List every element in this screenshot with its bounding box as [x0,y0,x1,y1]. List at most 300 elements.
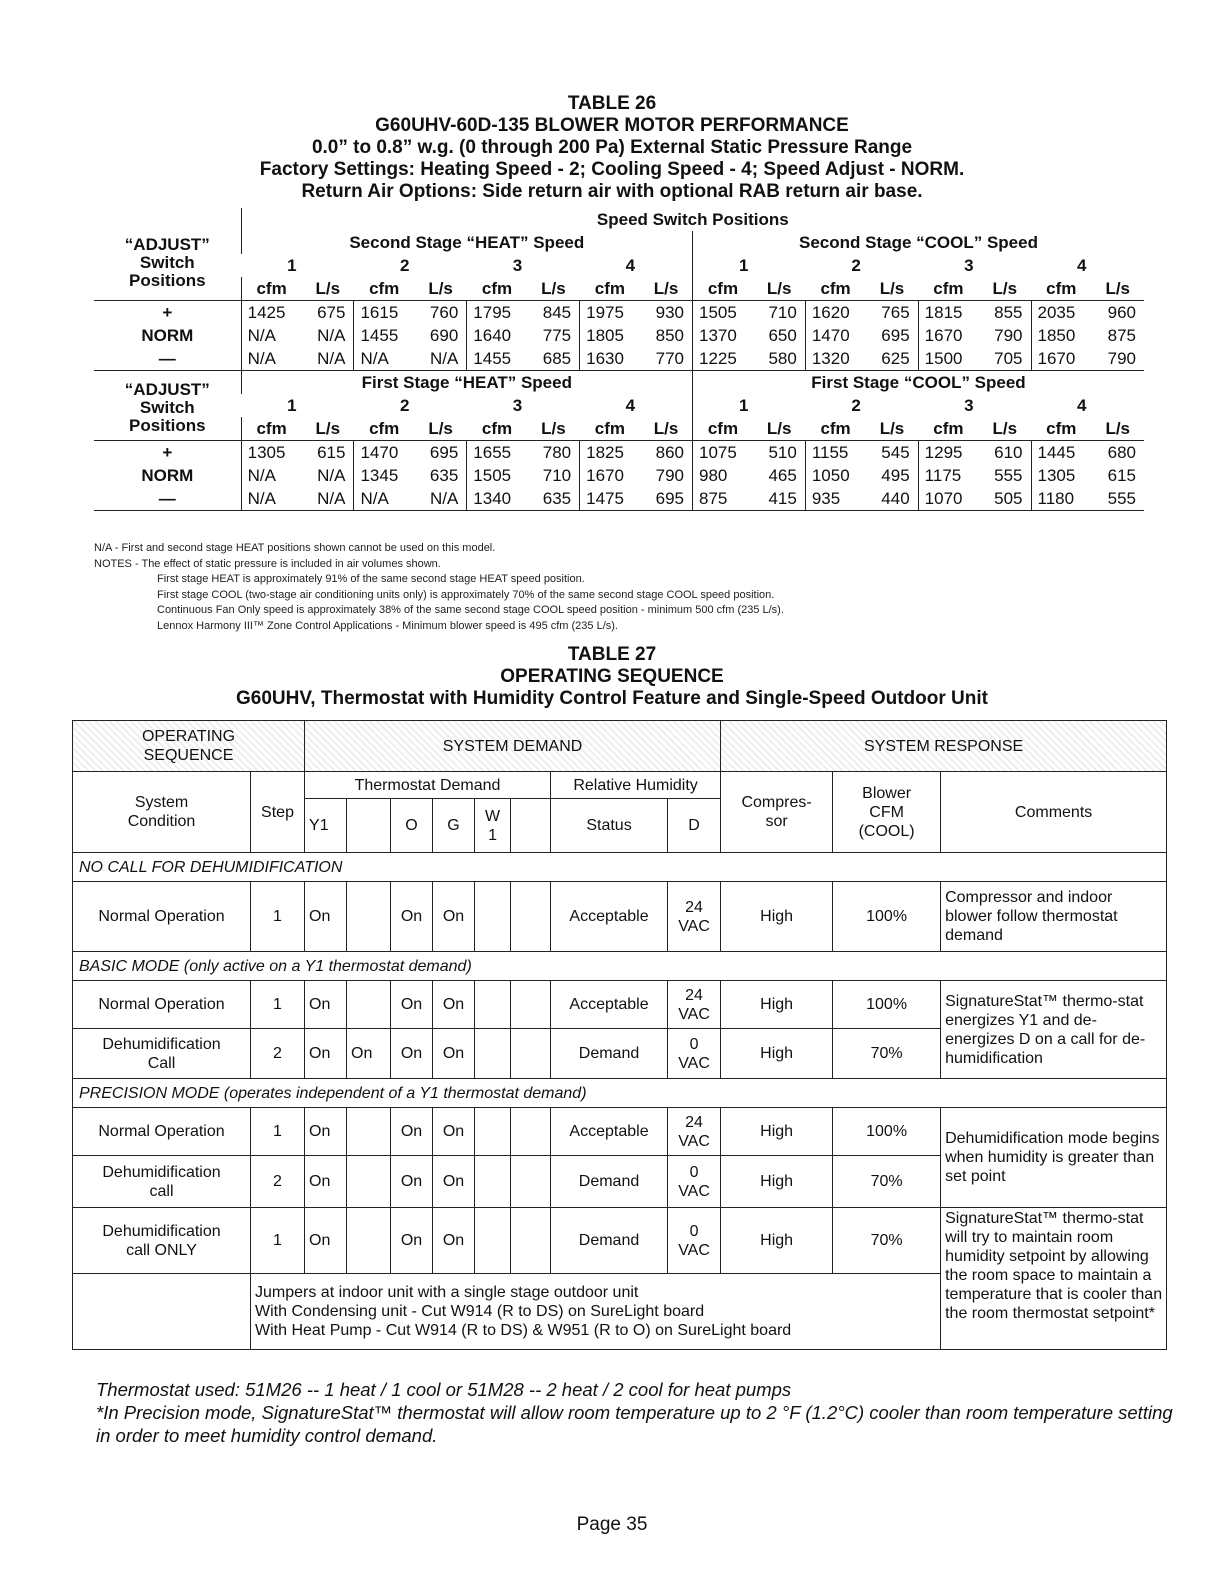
footer-line: Thermostat used: 51M26 -- 1 heat / 1 cool or 51M28 -- 2 heat / 2 cool for heat pumps [96,1379,792,1400]
y1-b [347,1208,391,1274]
cfm-value: 1670 [580,464,640,487]
cfm-value: 1050 [805,464,865,487]
system-response-header: SYSTEM RESPONSE [721,721,1167,772]
cfm-value: 1630 [580,347,640,371]
unit-cfm: cfm [241,417,301,441]
ls-value: 695 [429,443,459,462]
adjust-switch-header [94,208,241,301]
ls-value: N/A [414,347,466,371]
unit-ls: L/s [753,277,805,301]
y1-b [347,1156,391,1208]
performance-row [94,464,1144,487]
hdr-line: (COOL) [858,822,915,840]
unit-cfm: cfm [918,277,978,301]
section-precision: PRECISION MODE (operates independent of a Y1 thermostat demand) [73,1079,1167,1108]
performance-row [94,487,1144,511]
ls-value: 510 [768,443,797,462]
cfm-value: 1655 [467,441,527,465]
col-y1-blank [347,799,391,853]
cfm-value: 1470 [354,441,414,465]
cond-line: Dehumidification [102,1035,221,1053]
stage-header-heat: First Stage “HEAT” Speed [241,371,692,395]
ls-value: 775 [542,326,572,345]
cfm-value: 1455 [354,324,414,347]
speed-number: 1 [692,254,805,277]
d [668,1156,721,1208]
cfm-value: 980 [692,464,752,487]
unit-ls: L/s [527,417,579,441]
cond-line: Call [147,1054,176,1072]
blower-cfm: 100% [833,1108,941,1156]
unit-cfm: cfm [1031,277,1091,301]
blower-cfm: 100% [833,981,941,1029]
col-comments: Comments [941,772,1167,853]
w1 [475,882,511,952]
note-line: NOTES - The effect of static pressure is included in air volumes shown. [94,557,441,570]
cfm-value: 1305 [241,441,301,465]
cfm-value: 1670 [1031,347,1091,371]
compressor: High [721,1108,833,1156]
y1: On [305,882,347,952]
seq-row [73,1208,1167,1274]
d-line: VAC [678,1182,710,1200]
comments: Dehumidification mode begins when humidity is greater than set point [941,1108,1167,1208]
ls-value: 695 [881,326,910,345]
cfm-value: 1425 [241,301,301,325]
unit-cfm: cfm [580,417,640,441]
ls-value: 790 [994,326,1023,345]
section-basic: BASIC MODE (only active on a Y1 thermostat demand) [73,952,1167,981]
ls-value: 860 [655,443,684,462]
step: 2 [251,1029,305,1079]
col-o: O [391,799,433,853]
seq-row [73,981,1167,1029]
cfm-value: 1475 [580,487,640,511]
cfm-value: 1175 [918,464,978,487]
adjust-header-line: Positions [129,271,206,290]
cfm-value: 875 [692,487,752,511]
step: 1 [251,882,305,952]
col-blower-cfm [833,772,941,853]
ls-value: 505 [979,487,1031,511]
hdr-line: sor [765,813,788,830]
compressor: High [721,981,833,1029]
speed-number: 2 [399,256,410,275]
ls-value: 790 [1091,347,1144,371]
note-line: Continuous Fan Only speed is approximately 38% of the same second stage COOL speed position - minimum 500 cfm (235 L/s). [157,604,784,616]
speed-number: 3 [964,396,974,415]
g: On [433,1156,475,1208]
y1: On [305,981,347,1029]
d-line: 24 [685,1113,703,1131]
w1 [475,981,511,1029]
unit-cfm: cfm [1031,417,1091,441]
w1 [475,1108,511,1156]
ls-value: 930 [655,303,684,322]
col-status: Status [551,799,668,853]
step: 1 [251,1108,305,1156]
system-condition [73,1156,251,1208]
ls-value: 625 [866,347,918,371]
o: On [391,1208,433,1274]
ls-value: 680 [1107,443,1136,462]
col-w-blank [511,799,551,853]
cfm-value: 1500 [918,347,978,371]
unit-ls: L/s [979,417,1031,441]
jumper-line: With Heat Pump - Cut W914 (R to DS) & W951 (R to O) on SureLight board [255,1322,792,1339]
speed-number: 3 [512,256,523,275]
ls-value: 675 [317,303,346,322]
footer-line: *In Precision mode, SignatureStat™ thermostat will allow room temperature up to 2 °F (1.2°C) cooler than room temperature setting in order to meet humidity control demand. [96,1402,1173,1446]
blower-performance-table [94,208,1144,511]
cfm-value: 1795 [467,301,527,325]
ls-value: 580 [753,347,805,371]
d [668,1108,721,1156]
cfm-value: 1295 [918,441,978,465]
adjust-header-line: “ADJUST” [124,235,210,254]
table26-title-line: 0.0” to 0.8” w.g. (0 through 200 Pa) External Static Pressure Range [311,137,913,158]
ls-value: 705 [979,347,1031,371]
comments: SignatureStat™ thermo-stat energizes Y1 and de-energizes D on a call for de-humidification [941,981,1167,1079]
jumpers-note [251,1274,941,1350]
d-line: VAC [678,1005,710,1023]
cond-line: Dehumidification [102,1163,221,1181]
blower-cfm: 100% [833,882,941,952]
ls-value: 635 [527,487,579,511]
note-line: First stage HEAT is approximately 91% of the same second stage HEAT speed position. [157,573,585,585]
table26-title-line: Factory Settings: Heating Speed - 2; Cooling Speed - 4; Speed Adjust - NORM. [259,159,965,180]
cfm-value: 1470 [805,324,865,347]
hdr-line: 1 [488,826,497,844]
ls-value: 710 [768,303,797,322]
blower-cfm: 70% [833,1156,941,1208]
jumper-line: Jumpers at indoor unit with a single stage outdoor unit [255,1284,639,1301]
op-seq-line: SEQUENCE [143,747,234,764]
d-line: VAC [678,1054,710,1072]
unit-cfm: cfm [467,417,527,441]
cond-line: Dehumidification [102,1222,221,1240]
d-line: VAC [678,1132,710,1150]
g: On [433,1029,475,1079]
ls-value: 615 [1107,466,1136,485]
seq-row [73,882,1167,952]
adjust-value: — [94,347,241,371]
y1-b: On [347,1029,391,1079]
cond-line: call ONLY [126,1241,197,1259]
ls-value: 790 [655,466,684,485]
y1: On [305,1208,347,1274]
speed-number: 4 [625,396,636,415]
cfm-value: 1445 [1031,441,1091,465]
compressor: High [721,1029,833,1079]
blower-cfm: 70% [833,1208,941,1274]
adjust-header-line: Positions [129,415,206,435]
step: 1 [251,1208,305,1274]
unit-ls: L/s [302,277,354,301]
cfm-value: 1620 [805,301,865,325]
o: On [391,1029,433,1079]
compressor: High [721,1208,833,1274]
col-w1 [475,799,511,853]
table27-title-line: OPERATING SEQUENCE [500,666,724,687]
unit-ls: L/s [1091,277,1144,301]
y1-b [347,882,391,952]
unit-cfm: cfm [354,417,414,441]
w-blank [511,1156,551,1208]
table27-title-line: G60UHV, Thermostat with Humidity Control Feature and Single-Speed Outdoor Unit [236,688,988,709]
cfm-value: 2035 [1031,301,1091,325]
y1-b [347,1108,391,1156]
ls-value: 555 [994,466,1023,485]
unit-cfm: cfm [354,277,414,301]
col-relative-humidity: Relative Humidity [551,772,721,799]
ls-value: N/A [302,347,354,371]
unit-cfm: cfm [692,417,752,441]
y1-b [347,981,391,1029]
cfm-value: 1075 [692,441,752,465]
speed-number: 1 [287,256,297,275]
d-line: 24 [685,898,703,916]
unit-cfm: cfm [467,277,527,301]
ls-value: 765 [881,303,910,322]
table26-title-line: TABLE 26 [567,93,657,114]
cfm-value: 1340 [467,487,527,511]
ls-value: N/A [317,466,346,485]
performance-row [94,347,1144,371]
d [668,882,721,952]
table27-title-line: TABLE 27 [567,644,657,665]
speed-switch-positions: Speed Switch Positions [241,208,1144,231]
cond-line: call [149,1182,174,1200]
note-line: First stage COOL (two-stage air conditioning units only) is approximately 70% of the same second stage COOL speed position. [157,588,775,601]
d [668,1029,721,1079]
ls-value: 635 [429,466,459,485]
speed-number: 1 [287,396,297,415]
col-system-condition [73,772,251,853]
table27-title [0,644,1224,710]
hdr-line: W [484,807,501,825]
adjust-value: NORM [141,466,194,485]
status: Demand [551,1208,668,1274]
compressor: High [721,1156,833,1208]
adjust-value: NORM [141,326,194,345]
speed-number: 4 [625,256,636,275]
jumper-line: With Condensing unit - Cut W914 (R to DS) on SureLight board [255,1303,705,1320]
performance-row [94,324,1144,347]
speed-number: 4 [1077,396,1087,415]
unit-cfm: cfm [805,277,865,301]
table26-title-line: Return Air Options: Side return air with optional RAB return air base. [301,181,923,202]
unit-ls: L/s [866,277,918,301]
system-condition: Normal Operation [73,1108,251,1156]
table27-footer [96,1378,1186,1447]
g: On [433,882,475,952]
cfm-value: N/A [354,487,414,511]
system-condition: Normal Operation [73,882,251,952]
unit-ls: L/s [302,417,354,441]
system-demand-header: SYSTEM DEMAND [305,721,721,772]
system-condition: Normal Operation [73,981,251,1029]
unit-ls: L/s [640,277,692,301]
w-blank [511,1108,551,1156]
speed-number: 3 [512,396,523,415]
ls-value: N/A [302,487,354,511]
g: On [433,1108,475,1156]
ls-value: 545 [881,443,910,462]
adjust-value: + [162,303,173,322]
cfm-value: 1345 [354,464,414,487]
step: 1 [251,981,305,1029]
y1: On [305,1029,347,1079]
ls-value: N/A [414,487,466,511]
cfm-value: 1975 [580,301,640,325]
d-line: 0 [689,1222,699,1240]
unit-ls: L/s [414,277,466,301]
unit-cfm: cfm [580,277,640,301]
adjust-header-line: “ADJUST” [124,379,210,399]
table26-title [0,93,1224,203]
hdr-line: CFM [869,803,904,821]
adjust-header-line: Switch [139,397,195,417]
w-blank [511,981,551,1029]
ls-value: 710 [542,466,572,485]
col-step: Step [251,772,305,853]
ls-value: 440 [866,487,918,511]
unit-cfm: cfm [918,417,978,441]
unit-cfm: cfm [692,277,752,301]
g: On [433,981,475,1029]
adjust-value: — [94,487,241,511]
ls-value: 850 [655,326,684,345]
ls-value: 960 [1107,303,1136,322]
y1: On [305,1108,347,1156]
hdr-line: Condition [127,813,196,830]
cfm-value: 1825 [580,441,640,465]
cfm-value: 1180 [1031,487,1091,511]
w1 [475,1029,511,1079]
ls-value: 495 [881,466,910,485]
stage-header-heat: Second Stage “HEAT” Speed [241,231,692,254]
cfm-value: 1815 [918,301,978,325]
system-condition [73,1208,251,1274]
blower-cfm: 70% [833,1029,941,1079]
operating-sequence-header [73,721,305,772]
y1: On [305,1156,347,1208]
speed-number: 2 [399,396,410,415]
d-line: 24 [685,986,703,1004]
g: On [433,1208,475,1274]
ls-value: 555 [1091,487,1144,511]
cfm-value: 1225 [692,347,752,371]
stage-header-cool: Second Stage “COOL” Speed [692,231,1144,254]
cfm-value: 1615 [354,301,414,325]
adjust-header-line: Switch [139,253,195,272]
cfm-value: 1640 [467,324,527,347]
adjust-switch-header [94,371,241,441]
note-line: Lennox Harmony III™ Zone Control Applications - Minimum blower speed is 495 cfm (235 L/s). [157,619,618,632]
ls-value: 845 [542,303,572,322]
o: On [391,882,433,952]
performance-row [94,441,1144,465]
section-no-call: NO CALL FOR DEHUMIDIFICATION [73,853,1167,882]
unit-ls: L/s [640,417,692,441]
cfm-value: N/A [354,347,414,371]
unit-ls: L/s [1091,417,1144,441]
speed-number: 2 [851,256,861,275]
status: Demand [551,1156,668,1208]
ls-value: 615 [317,443,346,462]
comments: SignatureStat™ thermo-stat will try to maintain room humidity setpoint by allowing the room space to maintain a temperature that is cooler than the room thermostat setpoint* [941,1208,1167,1350]
col-y1: Y1 [305,799,347,853]
cfm-value: 1370 [692,324,752,347]
w-blank [511,1029,551,1079]
cfm-value: N/A [241,487,301,511]
o: On [391,981,433,1029]
cfm-value: N/A [241,347,301,371]
cfm-value: 1305 [1031,464,1091,487]
col-compressor [721,772,833,853]
d-line: 0 [689,1163,699,1181]
compressor: High [721,882,833,952]
stage-header-cool: First Stage “COOL” Speed [692,371,1144,395]
ls-value: 690 [429,326,459,345]
comments: Compressor and indoor blower follow thermostat demand [941,882,1167,952]
note-line: N/A - First and second stage HEAT positions shown cannot be used on this model. [94,542,496,554]
ls-value: 650 [768,326,797,345]
d-line: VAC [678,917,710,935]
operating-sequence-table [72,720,1167,1350]
speed-number: 2 [851,396,861,415]
ls-value: 875 [1107,326,1136,345]
speed-number: 3 [964,256,974,275]
ls-value: 415 [753,487,805,511]
hdr-line: Compres- [741,794,812,811]
ls-value: 855 [994,303,1023,322]
hdr-line: System [134,794,189,811]
ls-value: 695 [640,487,692,511]
col-d: D [668,799,721,853]
step: 2 [251,1156,305,1208]
ls-value: 685 [527,347,579,371]
w1 [475,1156,511,1208]
unit-ls: L/s [414,417,466,441]
w-blank [511,882,551,952]
cfm-value: N/A [241,324,301,347]
ls-value: 465 [768,466,797,485]
page-number: Page 35 [576,1514,648,1535]
jumpers-blank [73,1274,251,1350]
adjust-value: + [162,443,173,462]
status: Acceptable [551,1108,668,1156]
unit-ls: L/s [527,277,579,301]
unit-ls: L/s [866,417,918,441]
cfm-value: N/A [241,464,301,487]
cfm-value: 935 [805,487,865,511]
cfm-value: 1505 [692,301,752,325]
col-thermostat-demand: Thermostat Demand [305,772,551,799]
system-condition [73,1029,251,1079]
o: On [391,1156,433,1208]
seq-row [73,1108,1167,1156]
ls-value: 780 [542,443,572,462]
status: Acceptable [551,981,668,1029]
table26-title-line: G60UHV-60D-135 BLOWER MOTOR PERFORMANCE [375,115,849,136]
ls-value: 610 [994,443,1023,462]
speed-number: 1 [692,394,805,417]
d [668,1208,721,1274]
performance-row [94,301,1144,325]
unit-ls: L/s [753,417,805,441]
